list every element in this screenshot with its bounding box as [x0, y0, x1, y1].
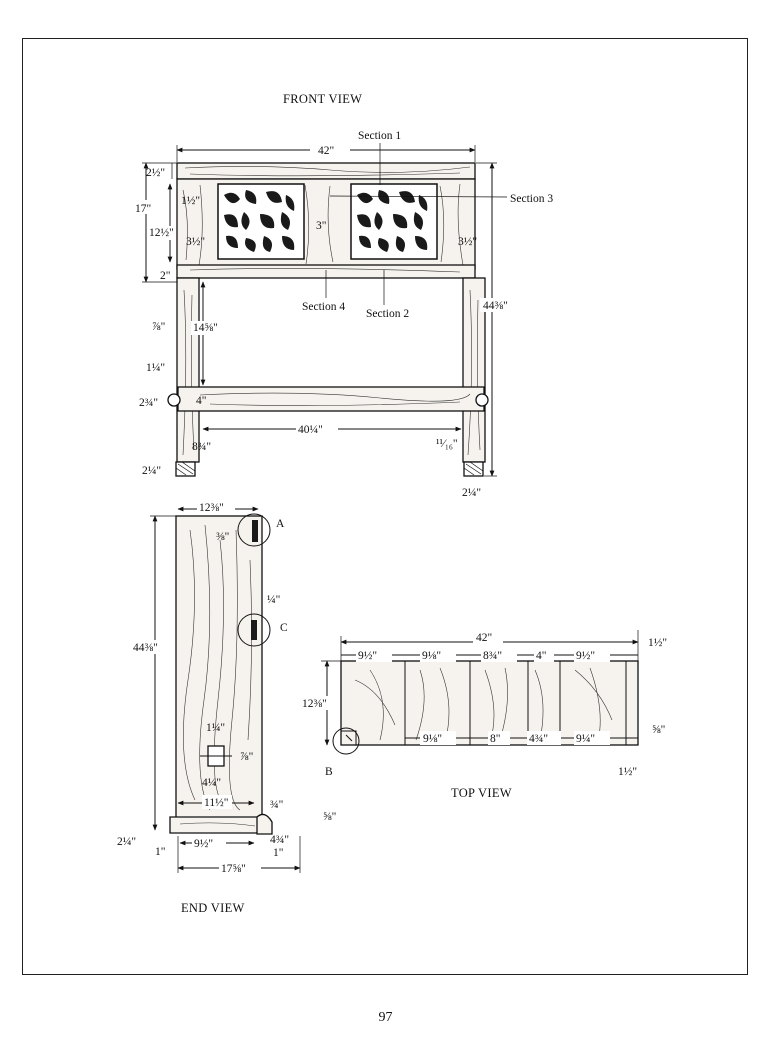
dim-foot-right: 2¼" [462, 487, 482, 499]
front-view-title: FRONT VIEW [283, 92, 363, 106]
dim-end-foot-span: 9½" [194, 838, 214, 850]
callout-a: A [276, 518, 285, 530]
dim-top-b4: 9¼" [576, 733, 596, 745]
label-section-3: Section 3 [510, 193, 554, 205]
dim-tenon-b: ⅞" [240, 751, 254, 763]
dim-upper-height: 17" [135, 203, 152, 215]
dim-end-foot-right-b: 1" [273, 847, 284, 859]
front-leg-left [177, 278, 199, 462]
dim-bottom-rail: 2" [160, 270, 171, 282]
shelf-peg-right [476, 394, 488, 406]
dim-tenon-a: 1¼" [206, 722, 226, 734]
shelf-peg-left [168, 394, 180, 406]
top-view-title: TOP VIEW [451, 786, 512, 800]
dim-shelf-thickness-outer: 2¾" [139, 397, 159, 409]
dim-top-right-edge: 1½" [648, 637, 668, 649]
dim-base-edge: ⅝" [323, 811, 337, 823]
dim-overall-height: 44⅜" [483, 300, 508, 312]
dim-tenon-c: 4¼" [202, 777, 222, 789]
callout-b: B [325, 766, 333, 778]
dim-end-height: 44⅜" [133, 642, 158, 654]
dim-top-w4: 4" [536, 650, 547, 662]
end-view-title: END VIEW [181, 901, 245, 915]
dim-top-b3: 4¾" [529, 733, 549, 745]
dim-base-right: ¾" [270, 799, 284, 811]
dim-end-groove: ¼" [267, 594, 281, 606]
dim-center-stile: 3" [316, 220, 327, 232]
dim-top-w2: 9⅛" [422, 650, 442, 662]
dim-top-depth: 12⅜" [302, 698, 327, 710]
dim-stile-right: 3½" [458, 236, 478, 248]
dim-top-rail: 2½" [146, 167, 166, 179]
dim-top-overall: 42" [476, 632, 493, 644]
callout-c: C [280, 622, 288, 634]
dim-end-foot-left: 1" [155, 846, 166, 858]
dim-top-w5: 9½" [576, 650, 596, 662]
dim-leg-right-gap: ¹¹⁄₁₆" [436, 438, 458, 450]
dim-top-edge-b: 1½" [618, 766, 638, 778]
dim-top-w3: 8¾" [483, 650, 503, 662]
dim-top-w1: 9½" [358, 650, 378, 662]
dim-base-width: 11½" [204, 797, 229, 809]
dim-inner-rail: 1½" [181, 195, 201, 207]
dim-end-foot-right-a: 4¾" [270, 834, 290, 846]
end-panel [176, 516, 262, 819]
label-section-4: Section 4 [302, 301, 346, 313]
dim-top-b1: 9⅛" [423, 733, 443, 745]
dim-end-depth: 17⅝" [221, 863, 246, 875]
dim-end-top-width: 12⅜" [199, 502, 224, 514]
dim-shelf-thickness: 4" [196, 395, 207, 407]
page-number: 97 [378, 1010, 393, 1025]
dim-leg-inset: ⅞" [152, 321, 166, 333]
dim-panel-height: 12½" [149, 227, 174, 239]
dim-shelf-length: 40¼" [298, 424, 323, 436]
dim-front-width: 42" [318, 145, 335, 157]
dim-end-foot-height: 2¼" [117, 836, 137, 848]
dim-shelf-offset: 1¼" [146, 362, 166, 374]
dim-shelf-foot: 8¾" [192, 441, 212, 453]
label-section-1: Section 1 [358, 130, 402, 142]
dim-end-lip: ⅜" [216, 531, 230, 543]
dim-top-b2: 8" [490, 733, 501, 745]
end-foot-profile [257, 814, 272, 834]
dim-top-edge-a: ⅝" [652, 724, 666, 736]
front-shelf [178, 387, 484, 411]
dim-foot-left: 2¼" [142, 465, 162, 477]
top-view [300, 630, 667, 800]
dim-leg-gap: 14⅝" [193, 322, 218, 334]
dim-stile-left: 3½" [186, 236, 206, 248]
label-section-2: Section 2 [366, 308, 410, 320]
front-view [133, 92, 553, 499]
